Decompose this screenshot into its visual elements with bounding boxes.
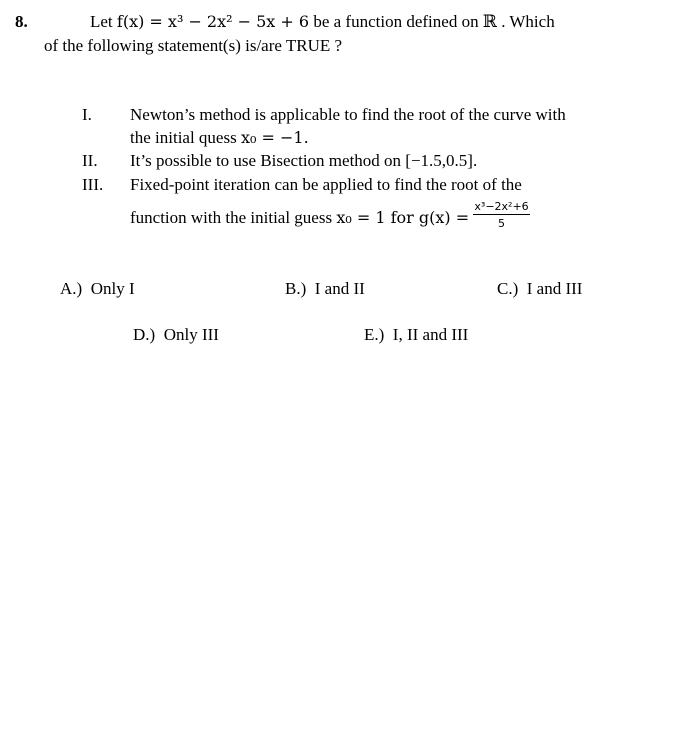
stem-suffix: be a function defined on ℝ . Which [313,12,555,31]
g-fraction [473,200,529,230]
statement-1-math: x₀ = −1. [240,128,309,147]
statement-numeral-2: II. [82,151,98,170]
statement-1-text: the initial quess [130,128,237,147]
choice-b-text: I and II [314,279,365,298]
choice-c-label: C.) [497,279,519,298]
choice-a-text: Only I [90,279,135,298]
question-stem-line2: of the following statement(s) is/are TRUE ? [44,36,343,55]
fraction-denominator: 5 [498,217,506,230]
choice-e-text: I, II and III [392,325,469,344]
choice-e-label: E.) [364,325,385,344]
question-number: 8. [15,12,28,31]
choice-b[interactable] [285,278,365,300]
stem-prefix: Let [90,12,113,31]
statement-1-line2 [130,127,309,149]
choice-d-text: Only III [163,325,219,344]
choice-a-label: A.) [60,279,83,298]
question-stem-line1 [90,11,555,33]
statement-3-line2 [130,200,530,234]
statement-3-math: x₀ = 1 for g(x) = [336,207,470,227]
statement-numeral-3: III. [82,175,104,194]
statement-2-line1: It’s possible to use Bisection method on [−1.5,0.5]. [130,151,478,170]
choice-d-label: D.) [133,325,156,344]
statement-numeral-1: I. [82,105,92,124]
choice-a[interactable] [60,278,135,300]
choice-d[interactable] [133,324,219,346]
statement-1-line1: Newton’s method is applicable to find the root of the curve with [130,105,566,124]
function-definition: f(x) = x³ − 2x² − 5x + 6 [116,12,310,31]
choice-c[interactable] [497,278,582,300]
fraction-numerator: x³−2x²+6 [474,200,529,213]
choice-b-label: B.) [285,279,307,298]
statement-3-text: function with the initial guess [130,207,333,227]
choice-e[interactable] [364,324,468,346]
choice-c-text: I and III [526,279,583,298]
statement-3-line1: Fixed-point iteration can be applied to find the root of the [130,175,522,194]
